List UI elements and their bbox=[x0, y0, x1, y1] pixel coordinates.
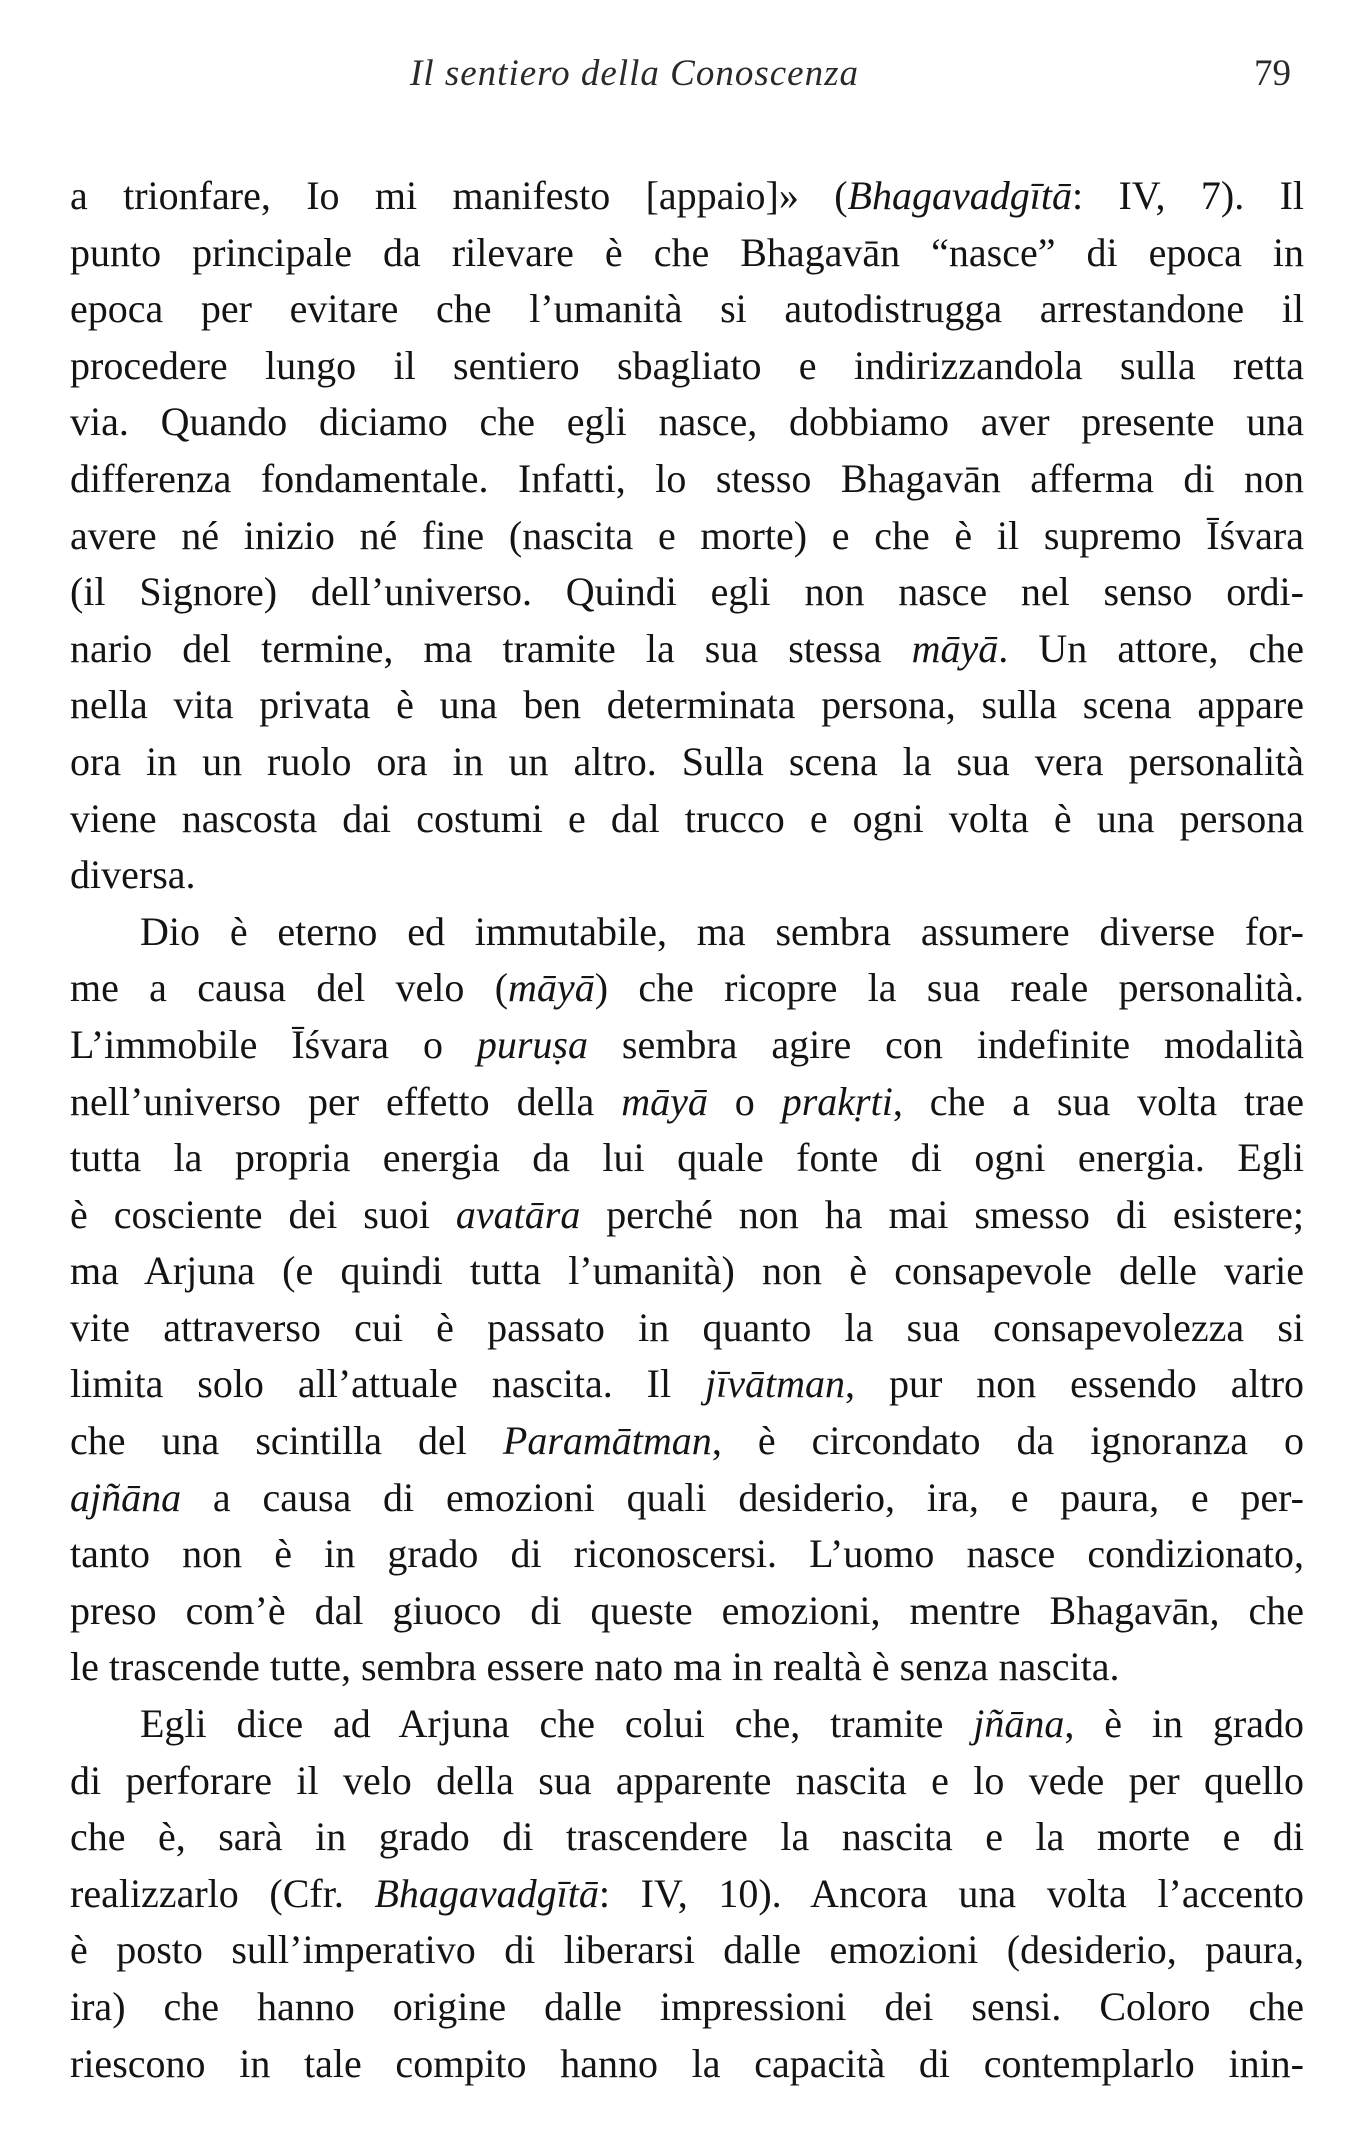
text-line bbox=[70, 1074, 1304, 1131]
text-line bbox=[70, 508, 1304, 565]
text-segment: , pur non essendo altro bbox=[845, 1361, 1305, 1407]
text-segment: limita solo all’attuale nascita. Il bbox=[70, 1361, 706, 1407]
text-segment: me a causa del velo ( bbox=[70, 965, 509, 1011]
italic-term: prakṛti bbox=[781, 1078, 893, 1124]
text-segment: vite attraverso cui è passato in quanto la sua consapevolezza si bbox=[70, 1304, 1304, 1350]
text-segment: punto principale da rilevare è che Bhagavān “nasce” di epoca in bbox=[70, 229, 1304, 275]
text-line bbox=[70, 621, 1304, 678]
text-line bbox=[70, 734, 1304, 791]
text-segment: viene nascosta dai costumi e dal trucco e ogni volta è una persona bbox=[70, 795, 1304, 841]
text-line bbox=[70, 1243, 1304, 1300]
text-segment: procedere lungo il sentiero sbagliato e indirizzandola sulla retta bbox=[70, 342, 1304, 388]
text-segment: Dio è eterno ed immutabile, ma sembra assumere diverse for- bbox=[140, 908, 1304, 954]
text-line bbox=[70, 1413, 1304, 1470]
italic-term: māyā bbox=[508, 965, 595, 1011]
text-segment: a trionfare, Io mi manifesto [appaio]» ( bbox=[70, 173, 848, 218]
text-segment: è posto sull’imperativo di liberarsi dalle emozioni (desiderio, paura, bbox=[70, 1927, 1304, 1973]
text-segment: riescono in tale compito hanno la capacità di contemplarlo inin- bbox=[70, 2040, 1304, 2086]
text-line bbox=[70, 1639, 1304, 1696]
text-line bbox=[70, 1130, 1304, 1187]
italic-term: jīvātman bbox=[705, 1361, 846, 1407]
text-segment: ira) che hanno origine dalle impressioni dei sensi. Coloro che bbox=[70, 1984, 1304, 2029]
italic-term: ajñāna bbox=[70, 1474, 182, 1520]
running-head bbox=[0, 52, 1360, 108]
text-segment: che una scintilla del bbox=[70, 1418, 503, 1464]
text-segment: nario del termine, ma tramite la sua stessa bbox=[70, 625, 912, 671]
text-line bbox=[70, 1300, 1304, 1357]
text-segment: via. Quando diciamo che egli nasce, dobbiamo aver presente una bbox=[70, 399, 1304, 445]
italic-term: jñāna bbox=[973, 1701, 1065, 1747]
text-segment: o bbox=[707, 1078, 782, 1124]
running-head-title: Il sentiero della Conoscenza bbox=[410, 53, 859, 94]
text-line bbox=[70, 1753, 1304, 1810]
text-line bbox=[70, 791, 1304, 848]
text-line bbox=[70, 1583, 1304, 1640]
text-segment: tanto non è in grado di riconoscersi. L’uomo nasce condizionato, bbox=[70, 1531, 1304, 1577]
text-segment: nella vita privata è una ben determinata persona, sulla scena appare bbox=[70, 682, 1304, 728]
text-segment: : IV, 7). Il bbox=[1071, 173, 1305, 218]
text-line bbox=[70, 2036, 1304, 2093]
text-line bbox=[70, 1922, 1304, 1979]
text-line bbox=[70, 394, 1304, 451]
text-segment: è cosciente dei suoi bbox=[70, 1191, 456, 1237]
text-line bbox=[70, 1187, 1304, 1244]
text-line bbox=[70, 564, 1304, 621]
text-segment: , è circondato da ignoranza o bbox=[711, 1418, 1304, 1464]
text-segment: perché non ha mai smesso di esistere; bbox=[580, 1191, 1304, 1237]
text-segment: le trascende tutte, sembra essere nato ma in realtà è senza nascita. bbox=[70, 1644, 1120, 1690]
body-text bbox=[70, 168, 1304, 2092]
text-line bbox=[70, 168, 1304, 225]
italic-term: Bhagavadgītā bbox=[847, 173, 1072, 218]
text-line bbox=[70, 1809, 1304, 1866]
text-line bbox=[70, 1017, 1304, 1074]
text-segment: , che a sua volta trae bbox=[892, 1078, 1305, 1124]
text-segment: ora in un ruolo ora in un altro. Sulla scena la sua vera personalità bbox=[70, 738, 1304, 784]
text-segment: (il Signore) dell’universo. Quindi egli non nasce nel senso ordi- bbox=[70, 569, 1304, 615]
text-line bbox=[70, 1979, 1304, 2036]
text-line bbox=[70, 960, 1304, 1017]
text-line bbox=[70, 281, 1304, 338]
text-segment: che è, sarà in grado di trascendere la nascita e la morte e di bbox=[70, 1814, 1304, 1860]
text-segment: ma Arjuna (e quindi tutta l’umanità) non è consapevole delle varie bbox=[70, 1248, 1304, 1294]
text-segment: sembra agire con indefinite modalità bbox=[588, 1021, 1304, 1067]
italic-term: avatāra bbox=[455, 1191, 581, 1237]
text-line bbox=[70, 904, 1304, 961]
text-segment: Egli dice ad Arjuna che colui che, tramite bbox=[140, 1701, 974, 1747]
text-line bbox=[70, 1526, 1304, 1583]
text-line bbox=[70, 1866, 1304, 1923]
text-segment: ) che ricopre la sua reale personalità. bbox=[594, 965, 1304, 1011]
text-line bbox=[70, 451, 1304, 508]
italic-term: Paramātman bbox=[502, 1418, 712, 1464]
text-segment: L’immobile Īśvara o bbox=[70, 1021, 477, 1067]
italic-term: māyā bbox=[621, 1078, 708, 1124]
text-line bbox=[70, 847, 1304, 904]
italic-term: Bhagavadgītā bbox=[374, 1870, 599, 1916]
text-segment: : IV, 10). Ancora una volta l’accento bbox=[598, 1870, 1304, 1916]
text-segment: preso com’è dal giuoco di queste emozioni, mentre Bhagavān, che bbox=[70, 1587, 1304, 1633]
text-segment: nell’universo per effetto della bbox=[70, 1078, 622, 1124]
text-line bbox=[70, 338, 1304, 395]
text-segment: avere né inizio né fine (nascita e morte) e che è il supremo Īśvara bbox=[70, 512, 1304, 558]
page-number: 79 bbox=[1254, 53, 1291, 94]
text-segment: differenza fondamentale. Infatti, lo stesso Bhagavān afferma di non bbox=[70, 455, 1304, 501]
text-segment: a causa di emozioni quali desiderio, ira, e paura, e per- bbox=[181, 1474, 1304, 1520]
text-segment: epoca per evitare che l’umanità si autodistrugga arrestandone il bbox=[70, 286, 1304, 332]
text-segment: diversa. bbox=[70, 852, 196, 898]
italic-term: puruṣa bbox=[476, 1021, 588, 1067]
text-line bbox=[70, 225, 1304, 282]
text-line bbox=[70, 677, 1304, 734]
text-segment: tutta la propria energia da lui quale fonte di ogni energia. Egli bbox=[70, 1135, 1304, 1181]
text-segment: . Un attore, che bbox=[998, 625, 1304, 671]
text-segment: realizzarlo (Cfr. bbox=[70, 1870, 375, 1916]
text-segment: , è in grado bbox=[1064, 1701, 1304, 1747]
text-line bbox=[70, 1356, 1304, 1413]
text-line bbox=[70, 1696, 1304, 1753]
text-segment: di perforare il velo della sua apparente nascita e lo vede per quello bbox=[70, 1757, 1304, 1803]
italic-term: māyā bbox=[911, 625, 999, 671]
text-line bbox=[70, 1470, 1304, 1527]
